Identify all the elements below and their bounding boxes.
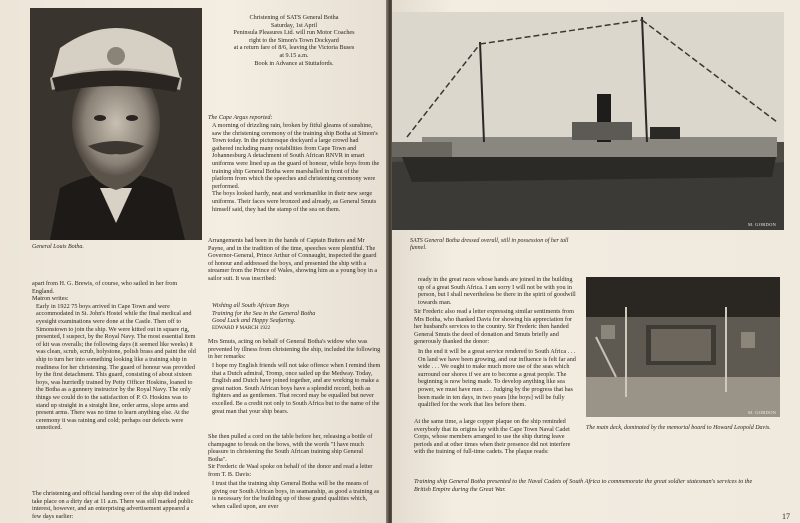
report-paragraph: A morning of drizzling rain, broken by fitful gleams of sunshine, saw the christening ceremony of the training ship Botha at Simon's Town today. In the picturesque dockyard a large crowd had gathered including many notabilities from Cape Town and Johannesburg A detachment of South African RNVR in smart uniforms were lined up as the guard of honour, while boys from the training ship General Botha were marshalled in front of the platform from which the speeches and christening ceremony were performed. (212, 122, 380, 190)
inscription-line: EDWARD P MARCH 1922 (212, 324, 271, 331)
notice-line: Book in Advance at Stuttafords. (254, 59, 334, 67)
bottle-paragraph: She then pulled a cord on the table before her, releasing a bottle of champagne to break on the bows, with the words "I have much pleasure in christening the South African training ship General Botha". (208, 433, 373, 463)
general-botha-portrait-image (30, 8, 202, 240)
notice-line: at 9.15 a.m. (279, 51, 309, 59)
portrait-photo (30, 8, 202, 240)
christening-text: The christening and official handing over of the ship did indeed take place on a dirty day at 11 a.m. There was still marked public interest, however, and an enterprising advertisement appeared a few days earlier: (32, 490, 194, 520)
smuts-paragraph: Mrs Smuts, acting on behalf of General Botha's widow who was prevented by illness from christening the ship, included the following in her remarks: (208, 338, 381, 361)
notice-line: Saturday, 1st April (270, 21, 318, 29)
notice-line: right to the Simon's Town Dockyard (249, 36, 339, 44)
deck-caption: The main deck, dominated by the memorial board to Howard Leopold Davis. (586, 425, 771, 431)
left-page (0, 0, 388, 523)
right-body-1: ready in the great races whose hands are joined in the building up of a great South Africa. I am sorry I will not be with you in person, but I shall nevertheless be there in the spirit of goodwill towards man. (418, 276, 576, 306)
matron-heading: Matron writes: (32, 295, 69, 303)
portrait-caption: General Louis Botha. (32, 244, 84, 250)
cape-argus-intro: The Cape Argus reported: (208, 114, 273, 121)
training-ship-image (392, 12, 784, 230)
cape-argus-report (212, 122, 380, 213)
plaque-text: Training ship General Botha presented to the Naval Cadets of South Africa to commemorate the great soldier statesman's services to the British Empire during the Great War. (414, 478, 753, 493)
page-number: 17 (782, 512, 790, 521)
streamer-inscription (212, 302, 382, 332)
ship-photo-credit: M. GORDON (748, 222, 777, 227)
inscription-line: Wishing all South African Boys (212, 302, 290, 309)
deck-photo-credit: M. GORDON (748, 410, 777, 415)
right-body-3: In the end it will be a great service rendered to South Africa . . . On land we have been growing, and our influence is felt far and wide . . . We ought to make much more use of the seas which surround our shores if we are to become a great people. The beginning is now being made. To develop anything like sea power, we must have men . . . Judging by the progress that has been made in ten days, in two years [the boys] will be fully qualified for the work that lies before them. (418, 348, 576, 409)
right-body-2: Sir Frederic also read a letter expressing similar sentiments from Mrs Botha, who thanked Davis for showing his appreciation for her husband's services to the country. Sir Frederic then handed General Smuts the deed of donation and Smuts briefly and generously thanked the donor: (414, 308, 574, 346)
davis-letter: I trust that the training ship General Botha will be the means of giving our South African boys, in seamanship, as good a training as is necessary for the building up of those grand qualities which, when called upon, are ever (212, 480, 380, 510)
inscription-line: Good Luck and Happy Seafaring. (212, 317, 296, 325)
notice-line: at a return fare of 8/6, leaving the Victoria Buses (233, 44, 355, 52)
arrangements-paragraph: Arrangements had been in the hands of Captain Butters and Mr Payne, and in the tradition of the time, speeches were plentiful. The Governor-General, Prince Arthur of Connaught, inspected the guard of honour and addressed the boys, and presented the ship with a streamer from the Prince of Wales, showing him as a young boy in a sailor suit. It was inscribed: (208, 237, 378, 282)
de-waal-paragraph: Sir Frederic de Waal spoke on behalf of the donor and read a letter from T. B. Davis: (208, 463, 373, 478)
ship-photo (392, 12, 784, 230)
smuts-quote: I hope my English friends will not take offence when I remind them that a Dutch admiral, Tromp, once sailed up the Medway. Today, English and Dutch have joined together, and are working to make a great nation. South African boys have a splendid record, both as fighters and as gentlemen. That record may be equalled but never excelled. Be a credit not only to South Africa but to the name of the great man that your ship bears. (212, 362, 381, 415)
notice-line: Peninsula Pleasures Ltd. will run Motor Coaches (233, 29, 355, 37)
advertisement-notice (208, 14, 380, 67)
ship-caption: SATS General Botha dressed overall, still in possession of her tall funnel. (410, 238, 569, 251)
column-intro: apart from H. G. Brewis, of course, who sailed in her from England. (32, 280, 178, 295)
matron-text: Early in 1922 75 boys arrived in Cape Town and were accommodated in St. John's Hostel while the final medical and eyesight examinations were done at the Castle. Then off to Simonstown to join the ship. We were kitted out in square rig, presented, I suspect, by the Royal Navy. The most essential item of kit was overalls; the following days (it seemed like weeks) it was clean, scrub, scrub, holystone, polish brass and paint the old ship to turn her into something looking like a training ship in readiness for her christening. The guard of honour was provided by the first detachment. This guard, consisting of about sixteen boys, was hurriedly trained by Petty Officer Hoskins, loaned to the Botha as a gunnery instructor by the Royal Navy. The only things we could do to the satisfaction of P. O. Hoskins was to stand up straight in a straight line, order arms, slope arms and present arms. There was no time to learn anything else. At the ceremony it was raining and cold; perhaps our defects were unnoticed. (36, 302, 196, 432)
left-column-text (32, 280, 200, 432)
main-deck-image (586, 277, 780, 417)
boys-paragraph: The boys looked hardy, neat and workmanlike in their new serge uniforms. Their faces were bronzed and already, as General Smuts himself said, they had the stamp of the sea on them. (212, 190, 377, 213)
notice-line: Christening of SATS General Botha (249, 14, 339, 21)
inscription-line: Training for the Sea in the General Botha (212, 309, 316, 317)
deck-photo (586, 277, 780, 417)
right-body-4: At the same time, a large copper plaque on the ship reminded everybody that its origins lay with the Cape Town Naval Cadet Corps, whose members arranged to use the ship during leave periods and at other times when their presence did not interfere with the training of full-time cadets. The plaque reads: (414, 418, 571, 456)
